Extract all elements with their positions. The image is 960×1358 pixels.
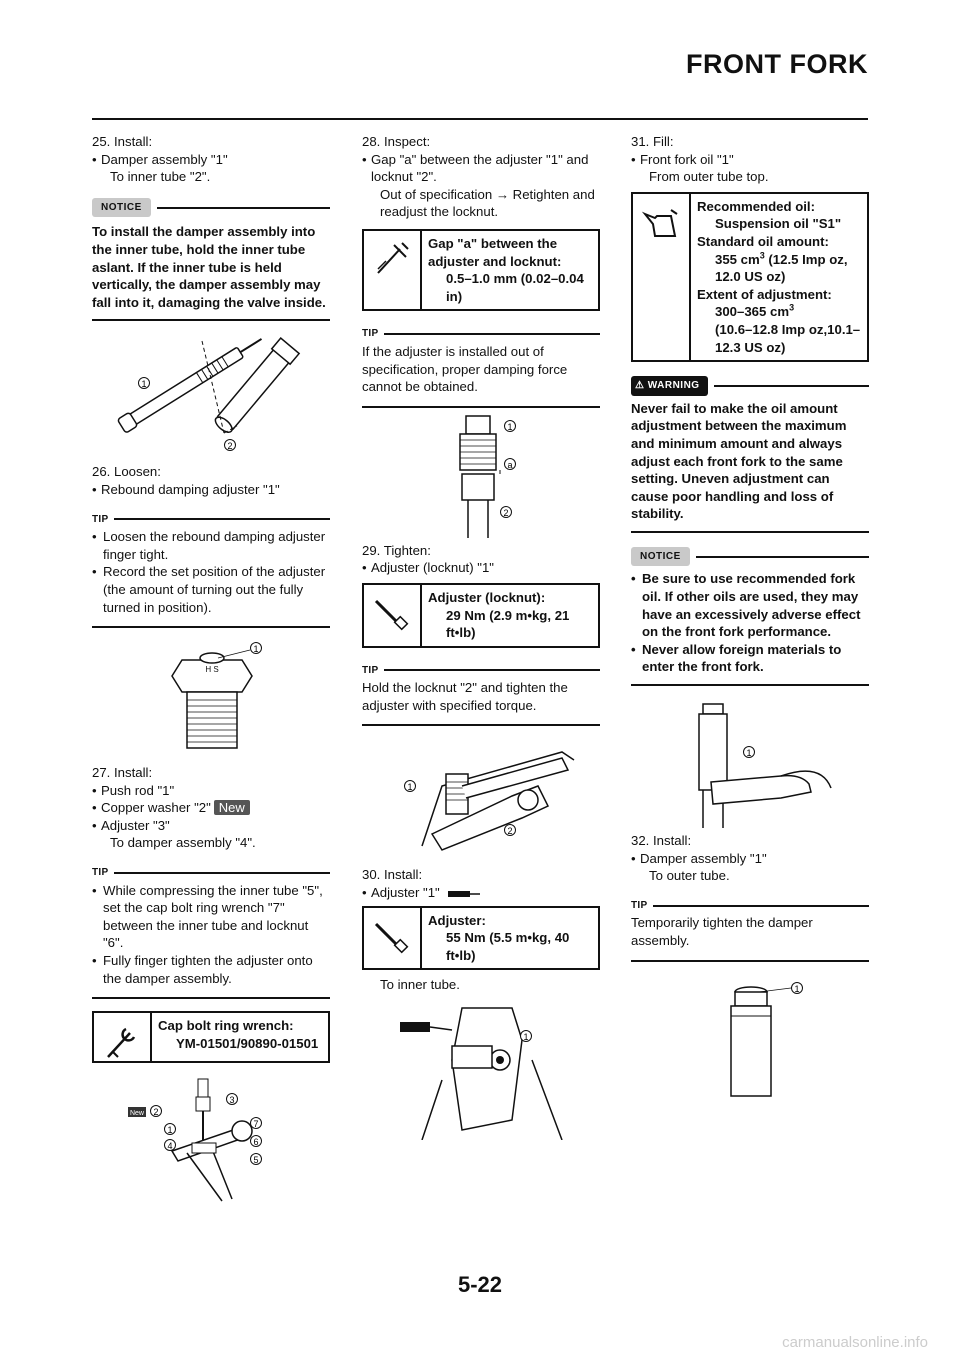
tip-item: • Record the set position of the adjuster (the amount of turning out the fully turned in position). [92, 563, 330, 616]
notice-item: • Never allow foreign materials to enter the front fork. [631, 641, 869, 676]
spec-value: 29 Nm (2.9 m•kg, 21 ft•lb) [446, 607, 570, 641]
notice-label: NOTICE [631, 547, 690, 567]
oil-fill-figure [631, 692, 869, 832]
step-25-item: • Damper assembly "1" [92, 151, 330, 169]
callout-5: 5 [253, 1155, 259, 1166]
tip-text: If the adjuster is installed out of specification, proper damping force cannot be obtained. [362, 343, 568, 395]
torque-spec-box [362, 906, 600, 971]
step-28-heading: 28. Inspect: [362, 134, 431, 149]
tip-text: Temporarily tighten the damper assembly. [631, 915, 813, 948]
header-rule [92, 118, 868, 120]
callout-2: 2 [503, 507, 509, 518]
column-3 [631, 133, 869, 1100]
step-27-item-text: Copper washer "2" [101, 800, 211, 816]
special-tool-box [92, 1011, 330, 1063]
torque-wrench-icon [364, 585, 422, 646]
warning-text: Never fail to make the oil amount adjustment between the maximum and minimum amount and always adjust each front fork to the same setting. Uneven adjustment can cause poor handling and loss of stability. [631, 396, 869, 533]
tip-label: TIP [362, 664, 379, 676]
step-25-heading: 25. Install: [92, 134, 153, 149]
callout-3: 3 [229, 1095, 235, 1106]
notice-item: • Be sure to use recommended fork oil. If other oils are used, they may have an excessively adverse effect on the front fork performance. [631, 570, 869, 640]
callout-4: 4 [167, 1141, 173, 1152]
step-31-heading: 31. Fill: [631, 134, 674, 149]
tip-block [362, 325, 600, 407]
step-27-heading: 27. Install: [92, 765, 153, 781]
measurement-icon [364, 231, 422, 309]
step-27-item-detail: To damper assembly "4". [110, 835, 256, 851]
tip-label: TIP [631, 899, 648, 911]
oil-value: Suspension oil "S1" [715, 216, 842, 232]
spec-value: 0.5–1.0 mm (0.02–0.04 in) [446, 271, 584, 304]
step-27-item: • Adjuster "3" [92, 817, 330, 835]
step-30-item-detail: To inner tube. [380, 977, 460, 993]
callout-1: 1 [507, 421, 513, 432]
torque-wrench-icon [446, 887, 482, 901]
step-29-item: • Adjuster (locknut) "1" [362, 559, 600, 577]
step-32-item: • Damper assembly "1" [631, 850, 869, 868]
locknut-torque-figure [362, 726, 600, 866]
cap-bolt-wrench-figure [92, 1071, 330, 1211]
step-27-item: • Push rod "1" [92, 782, 330, 800]
callout-2: 2 [227, 441, 233, 452]
step-28-item: • Gap "a" between the adjuster "1" and locknut "2". [362, 151, 600, 186]
new-part-badge: New [214, 800, 250, 815]
step-30-heading: 30. Install: [362, 867, 423, 883]
callout-1: 1 [253, 644, 259, 655]
torque-wrench-icon [364, 908, 422, 969]
step-26-heading: 26. Loosen: [92, 464, 161, 480]
tip-item: • While compressing the inner tube "5", set the cap bolt ring wrench "7" between the inner tube and locknut "6". [92, 882, 330, 952]
spec-label: Adjuster (locknut): [428, 589, 546, 605]
adjuster-install-figure [362, 1000, 600, 1140]
step-32-heading: 32. Install: [631, 833, 692, 849]
callout-1: 1 [167, 1125, 173, 1136]
spec-value: 55 Nm (5.5 m•kg, 40 ft•lb) [446, 930, 570, 963]
step-31-item: • Front fork oil "1" [631, 151, 869, 169]
oil-can-icon [633, 194, 691, 360]
notice-block [92, 198, 330, 322]
special-tool-icon [94, 1013, 152, 1061]
tip-block [631, 897, 869, 962]
notice-label: NOTICE [92, 198, 151, 218]
tip-label: TIP [92, 513, 109, 525]
notice-block [631, 547, 869, 686]
torque-spec-box [362, 583, 600, 648]
callout-1: 1 [794, 983, 800, 994]
oil-label: Extent of adjustment: [697, 286, 832, 302]
damper-assembly-figure [92, 321, 330, 463]
tip-label: TIP [362, 328, 379, 340]
spec-label: Adjuster: [428, 912, 486, 928]
page-title: FRONT FORK [686, 49, 868, 79]
tip-item: • Fully finger tighten the adjuster onto the damper assembly. [92, 952, 330, 987]
oil-value: 300–365 $cm^3$ [715, 302, 795, 320]
callout-a: a [507, 459, 513, 470]
svg-text:H S: H S [205, 665, 219, 675]
damper-outer-tube-figure [631, 980, 869, 1100]
tip-item: • Loosen the rebound damping adjuster finger tight. [92, 528, 330, 563]
callout-2: 2 [153, 1107, 159, 1118]
step-27-item [92, 799, 330, 817]
tip-label: TIP [92, 867, 109, 879]
column-2 [362, 133, 600, 1140]
adjuster-gap-figure [362, 408, 600, 542]
tip-block [362, 662, 600, 727]
notice-text: To install the damper assembly into the inner tube, hold the inner tube aslant. If the inner tube is held vertically, the damper assembly may fall into it, damaging the valve inside. [92, 217, 330, 321]
oil-spec-box [631, 192, 869, 362]
oil-value: (10.6–12.8 Imp oz,10.1–12.3 US oz) [715, 321, 861, 355]
tip-text: Hold the locknut "2" and tighten the adjuster with specified torque. [362, 680, 568, 713]
step-31-item-detail: From outer tube top. [649, 169, 769, 185]
step-30-item-text: Adjuster "1" [371, 885, 440, 901]
callout-6: 6 [253, 1137, 259, 1148]
tool-value: YM-01501/90890-01501 [176, 1035, 319, 1051]
page-number: 5-22 [457, 1272, 503, 1297]
step-29-heading: 29. Tighten: [362, 542, 431, 558]
warning-icon: ⚠ [635, 380, 645, 392]
callout-1: 1 [746, 748, 752, 759]
spec-box [362, 229, 600, 311]
step-32-item-detail: To outer tube. [649, 868, 730, 884]
step-26-item: • Rebound damping adjuster "1" [92, 481, 330, 499]
watermark: carmanualsonline.info [782, 1334, 928, 1351]
callout-7: 7 [253, 1119, 259, 1130]
callout-2: 2 [507, 826, 513, 837]
warning-block [631, 376, 869, 533]
oil-label: Recommended oil: [697, 198, 815, 214]
callout-1: 1 [141, 379, 147, 390]
spec-label: Gap "a" between the adjuster and locknut: [428, 235, 562, 269]
tip-block [92, 864, 330, 999]
tool-label: Cap bolt ring wrench: [158, 1018, 294, 1034]
warning-label: ⚠ WARNING [631, 376, 708, 396]
step-25-item-detail: To inner tube "2". [110, 169, 211, 185]
rebound-adjuster-figure [92, 628, 330, 758]
callout-1: 1 [407, 782, 413, 793]
oil-label: Standard oil amount: [697, 233, 829, 249]
step-30-item [362, 884, 600, 902]
new-part-badge-small: New [129, 1110, 145, 1118]
oil-value: 355 $cm^3$ (12.5 Imp oz, 12.0 US oz) [715, 250, 848, 285]
tip-block [92, 511, 330, 629]
column-1 [92, 133, 330, 1211]
step-28-item-detail: Out of specification → Retighten and readjust the locknut. [380, 186, 595, 220]
callout-1: 1 [523, 1032, 529, 1043]
